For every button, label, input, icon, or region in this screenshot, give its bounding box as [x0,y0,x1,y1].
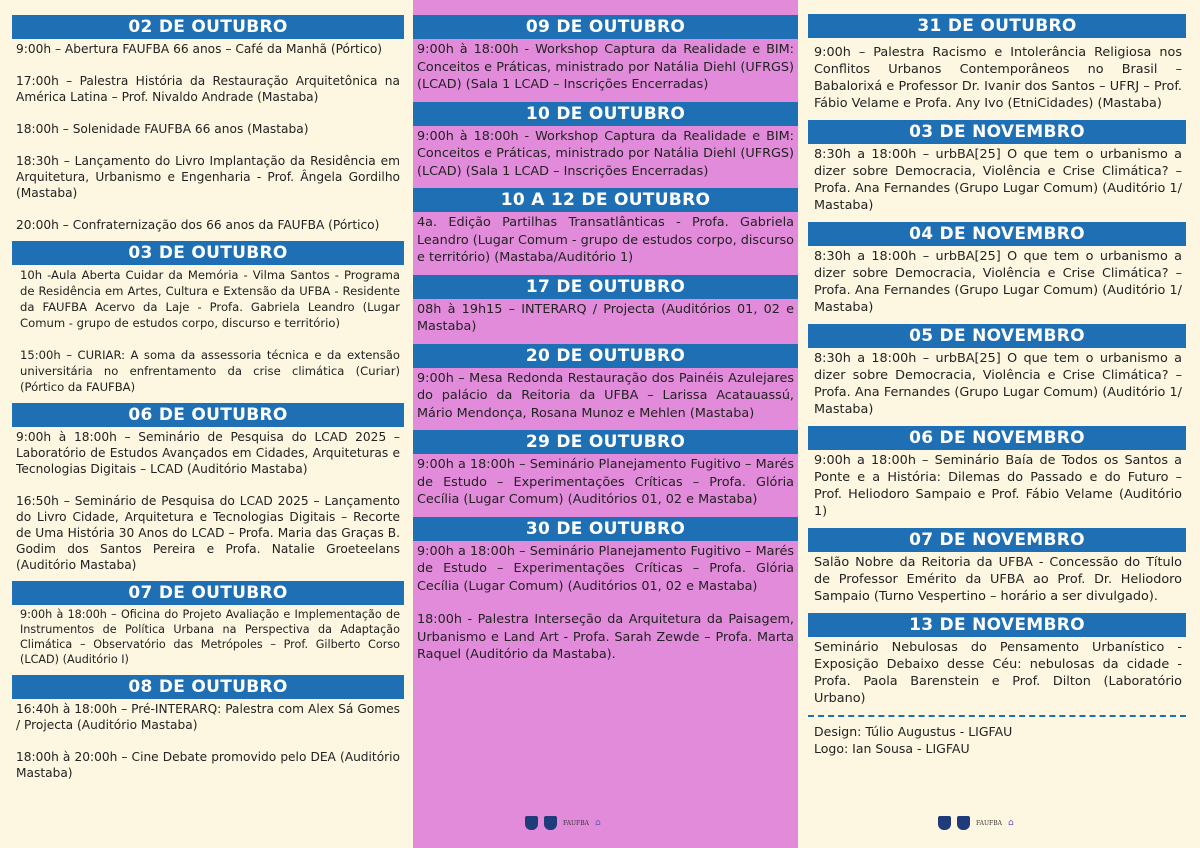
day-block [808,426,1186,520]
event-item: 9:00h à 18:00h – Oficina do Projeto Avaliação e Implementação de Instrumentos de Política Urbana na Perspectiva da Adaptação Climática – Observatório das Metrópoles – Prof. Gilberto Corso (LCAD) (Auditório I) [20,608,400,666]
day-header: 06 DE NOVEMBRO [808,426,1186,450]
day-header: 10 DE OUTUBRO [413,102,798,126]
column-1 [12,0,404,848]
day-header: 10 A 12 DE OUTUBRO [413,188,798,212]
faufba-logo: FAUFBA [976,819,1002,827]
day-header: 07 DE OUTUBRO [12,581,404,605]
event-item: 18:00h - Palestra Interseção da Arquitetura da Paisagem, Urbanismo e Land Art - Profa. Sarah Zewde – Profa. Marta Raquel (Auditório da Mastaba). [417,612,794,662]
day-block [12,15,404,233]
day-block [808,14,1186,112]
event-item: 9:00h à 18:00h – Seminário de Pesquisa do LCAD 2025 – Laboratório de Estudos Avançados em Cidades, Arquiteturas e Tecnologias Digitais – LCAD (Auditório Mastaba) [16,430,400,476]
event-item: 9:00h – Mesa Redonda Restauração dos Painéis Azulejares do palácio da Reitoria da UFBA – Larissa Acatauassú, Mário Mendonça, Rosana Munoz e Mehlen (Mastaba) [417,370,794,421]
day-header: 05 DE NOVEMBRO [808,324,1186,348]
ligfau-mark-icon: ⌂ [594,818,601,828]
ligfau-mark-icon: ⌂ [1007,818,1014,828]
event-item: 9:00h – Palestra Racismo e Intolerância Religiosa nos Conflitos Urbanos Contemporâneos no Brasil – Babalorixá e Professor Dr. Ivanir dos Santos – UFRJ – Prof. Fábio Velame e Profa. Any Ivo (EtniCidades) (Mastaba) [814,45,1182,111]
day-header: 02 DE OUTUBRO [12,15,404,39]
credits [808,715,1186,757]
day-block [12,403,404,573]
event-item: 9:00h à 18:00h - Workshop Captura da Realidade e BIM: Conceitos e Práticas, ministrado por Natália Diehl (UFRGS) (LCAD) (Sala 1 LCAD – Inscrições Encerradas) [417,128,794,179]
day-header: 17 DE OUTUBRO [413,275,798,299]
event-item: 08h à 19h15 – INTERARQ / Projecta (Auditórios 01, 02 e Mastaba) [417,301,794,334]
day-block [12,675,404,781]
event-item: Seminário Nebulosas do Pensamento Urbanístico - Exposição Debaixo desse Céu: nebulosas da cidade - Profa. Paola Barenstein e Prof. Dilton (Laboratório Urbano) [814,640,1182,706]
day-header: 07 DE NOVEMBRO [808,528,1186,552]
day-header: 20 DE OUTUBRO [413,344,798,368]
event-item: 9:00h à 18:00h - Workshop Captura da Realidade e BIM: Conceitos e Práticas, ministrado por Natália Diehl (UFRGS) (LCAD) (Sala 1 LCAD – Inscrições Encerradas) [417,42,794,92]
event-item: 9:00h a 18:00h – Seminário Planejamento Fugitivo – Marés de Estudo – Experimentações Críticas – Profa. Glória Cecília (Lugar Comum) (Auditórios 01, 02 e Mastaba) [417,543,794,594]
event-item: 8:30h a 18:00h – urbBA[25] O que tem o urbanismo a dizer sobre Democracia, Violência e Crise Climática? – Profa. Ana Fernandes (Grupo Lugar Comum) (Auditório 1/ Mastaba) [814,147,1182,213]
event-item: 8:30h a 18:00h – urbBA[25] O que tem o urbanismo a dizer sobre Democracia, Violência e Crise Climática? – Profa. Ana Fernandes (Grupo Lugar Comum) (Auditório 1/ Mastaba) [814,249,1182,315]
day-block [808,120,1186,214]
column-2 [413,0,798,848]
day-header: 09 DE OUTUBRO [413,15,798,39]
day-header: 30 DE OUTUBRO [413,517,798,541]
day-header: 03 DE OUTUBRO [12,241,404,265]
logo-credit: Logo: Ian Sousa - LIGFAU [814,741,970,756]
day-block [413,430,798,509]
event-item: 20:00h – Confraternização dos 66 anos da FAUFBA (Pórtico) [16,218,380,232]
event-item: 4a. Edição Partilhas Transatlânticas - Profa. Gabriela Leandro (Lugar Comum - grupo de estudos corpo, discurso e território) (Mastaba/Auditório 1) [417,215,794,265]
ufba-shield-icon [938,816,951,830]
day-block [12,241,404,395]
day-header: 04 DE NOVEMBRO [808,222,1186,246]
event-item: Salão Nobre da Reitoria da UFBA - Concessão do Título de Professor Emérito da UFBA ao Prof. Dr. Heliodoro Sampaio (Turno Vespertino – horário a ser divulgado). [814,555,1182,604]
event-item: 16:50h – Seminário de Pesquisa do LCAD 2025 – Lançamento do Livro Cidade, Arquitetura e Tecnologias Digitais – Recorte de Uma História 30 Anos do LCAD – Profa. Maria das Graças B. Godim dos Santos Pereira e Profa. Natalie Groeteelans (Auditório Mastaba) [16,494,400,572]
event-item: 16:40h à 18:00h – Pré-INTERARQ: Palestra com Alex Sá Gomes / Projecta (Auditório Mastaba) [16,702,400,732]
event-item: 15:00h – CURIAR: A soma da assessoria técnica e da extensão universitária no enfrentamento da crise climática (Curiar) (Pórtico da FAUFBA) [20,348,400,394]
design-credit: Design: Túlio Augustus - LIGFAU [814,724,1013,739]
day-block [413,15,798,94]
logo-strip [525,816,601,830]
day-block [808,613,1186,707]
day-header: 03 DE NOVEMBRO [808,120,1186,144]
event-item: 8:30h a 18:00h – urbBA[25] O que tem o urbanismo a dizer sobre Democracia, Violência e Crise Climática? – Profa. Ana Fernandes (Grupo Lugar Comum) (Auditório 1/ Mastaba) [814,351,1182,417]
day-block [413,517,798,664]
column-3 [808,0,1186,848]
faufba-logo: FAUFBA [563,819,589,827]
event-item: 18:00h à 20:00h – Cine Debate promovido pelo DEA (Auditório Mastaba) [16,750,400,780]
day-header: 13 DE NOVEMBRO [808,613,1186,637]
event-item: 9:00h a 18:00h – Seminário Baía de Todos os Santos a Ponte e a História: Dilemas do Passado e do Futuro – Prof. Heliodoro Sampaio e Prof. Fábio Velame (Auditório 1) [814,453,1182,519]
day-block [413,344,798,423]
day-block [413,275,798,336]
day-header: 08 DE OUTUBRO [12,675,404,699]
faculty-shield-icon [957,816,970,830]
event-item: 17:00h – Palestra História da Restauração Arquitetônica na América Latina – Prof. Nivaldo Andrade (Mastaba) [16,74,400,104]
day-header: 06 DE OUTUBRO [12,403,404,427]
day-header: 29 DE OUTUBRO [413,430,798,454]
day-header: 31 DE OUTUBRO [808,14,1186,38]
event-item: 9:00h a 18:00h – Seminário Planejamento Fugitivo – Marés de Estudo – Experimentações Críticas – Profa. Glória Cecília (Lugar Comum) (Auditórios 01, 02 e Mastaba) [417,457,794,507]
day-block [12,581,404,667]
day-block [413,102,798,181]
faculty-shield-icon [544,816,557,830]
day-block [808,222,1186,316]
day-block [413,188,798,267]
event-item: 10h -Aula Aberta Cuidar da Memória - Vilma Santos - Programa de Residência em Artes, Cultura e Extensão da UFBA - Residente da FAUFBA Acervo da Laje - Profa. Gabriela Leandro (Lugar Comum - grupo de estudos corpo, discurso e território) [20,268,400,330]
logo-strip [938,816,1014,830]
day-block [808,528,1186,605]
event-item: 18:30h – Lançamento do Livro Implantação da Residência em Arquitetura, Urbanismo e Engenharia - Prof. Ângela Gordilho (Mastaba) [16,154,400,200]
event-item: 9:00h – Abertura FAUFBA 66 anos – Café da Manhã (Pórtico) [16,42,383,56]
day-block [808,324,1186,418]
ufba-shield-icon [525,816,538,830]
event-item: 18:00h – Solenidade FAUFBA 66 anos (Mastaba) [16,122,309,136]
